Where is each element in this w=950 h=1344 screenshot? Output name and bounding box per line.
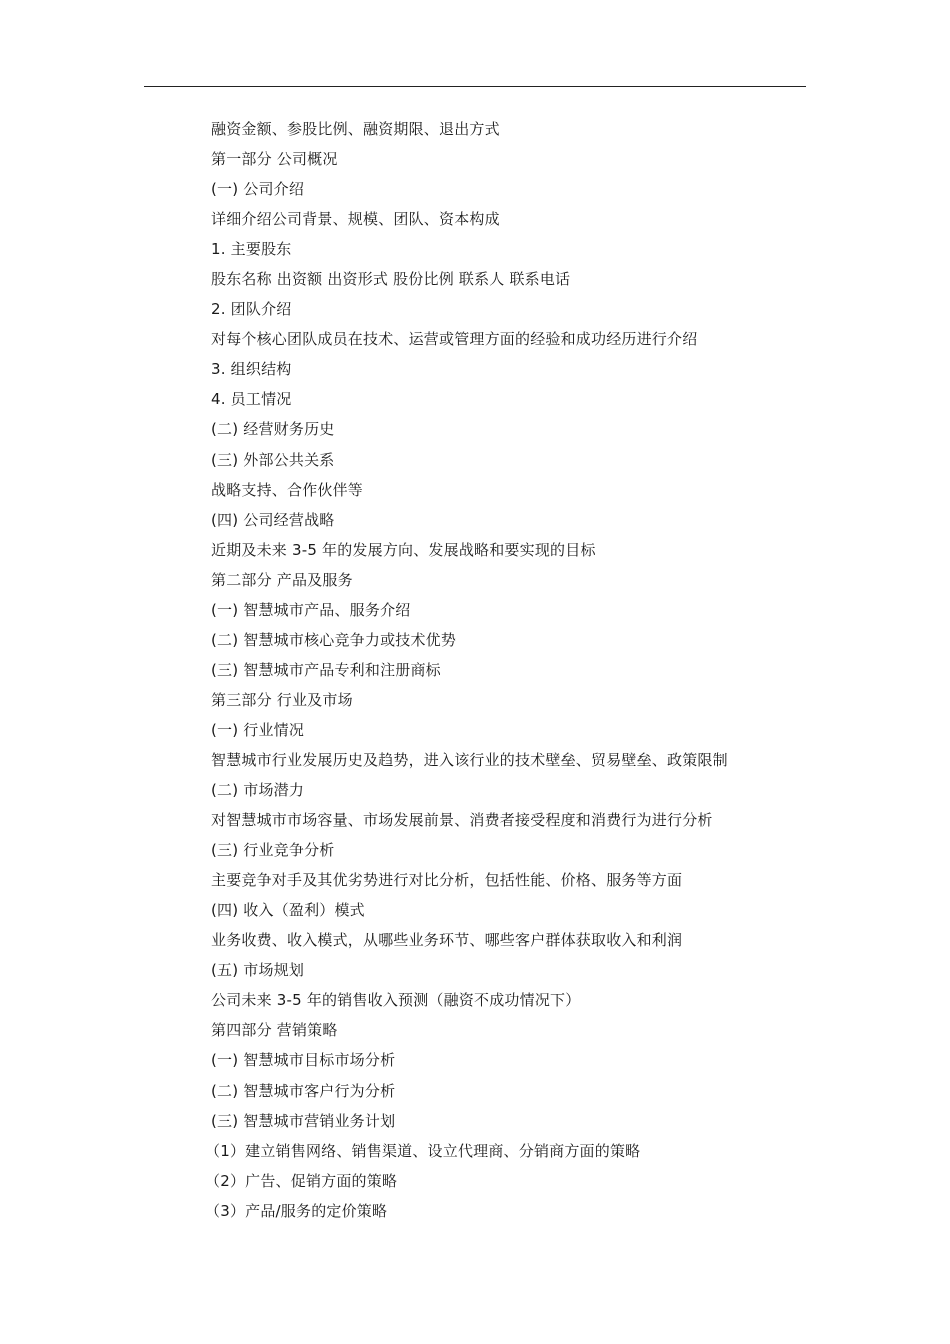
subsection-heading: (一) 行业情况 bbox=[211, 720, 305, 739]
numbered-item: 4. 员工情况 bbox=[211, 390, 292, 409]
subsection-heading: (三) 智慧城市营销业务计划 bbox=[211, 1111, 396, 1130]
subsection-heading: (二) 智慧城市核心竞争力或技术优势 bbox=[211, 630, 457, 649]
section-heading: 第四部分 营销策略 bbox=[211, 1021, 338, 1040]
text-line: 近期及未来 3-5 年的发展方向、发展战略和要实现的目标 bbox=[211, 540, 596, 559]
subsection-heading: (二) 智慧城市客户行为分析 bbox=[211, 1081, 396, 1100]
subsection-heading: (二) 市场潜力 bbox=[211, 781, 305, 800]
text-line: 详细介绍公司背景、规模、团队、资本构成 bbox=[211, 210, 500, 229]
list-item: （2）广告、促销方面的策略 bbox=[205, 1171, 398, 1190]
subsection-heading: (四) 公司经营战略 bbox=[211, 510, 335, 529]
numbered-item: 2. 团队介绍 bbox=[211, 300, 292, 319]
numbered-item: 1. 主要股东 bbox=[211, 240, 292, 259]
header-divider bbox=[144, 86, 806, 87]
subsection-heading: (二) 经营财务历史 bbox=[211, 420, 335, 439]
section-heading: 第三部分 行业及市场 bbox=[211, 690, 353, 709]
list-item: （3）产品/服务的定价策略 bbox=[205, 1201, 388, 1220]
section-heading: 第一部分 公司概况 bbox=[211, 150, 338, 169]
text-line: 对每个核心团队成员在技术、运营或管理方面的经验和成功经历进行介绍 bbox=[211, 330, 698, 349]
text-line: 战略支持、合作伙伴等 bbox=[211, 480, 364, 499]
text-line: 智慧城市行业发展历史及趋势，进入该行业的技术壁垒、贸易壁垒、政策限制 bbox=[211, 750, 728, 769]
subsection-heading: (三) 外部公共关系 bbox=[211, 450, 335, 469]
text-line: 业务收费、收入模式，从哪些业务环节、哪些客户群体获取收入和利润 bbox=[211, 931, 683, 950]
subsection-heading: (四) 收入（盈利）模式 bbox=[211, 901, 365, 920]
subsection-heading: (五) 市场规划 bbox=[211, 961, 305, 980]
subsection-heading: (一) 公司介绍 bbox=[211, 180, 305, 199]
text-line: 对智慧城市市场容量、市场发展前景、消费者接受程度和消费行为进行分析 bbox=[211, 811, 713, 830]
subsection-heading: (一) 智慧城市目标市场分析 bbox=[211, 1051, 396, 1070]
list-item: （1）建立销售网络、销售渠道、设立代理商、分销商方面的策略 bbox=[205, 1141, 641, 1160]
text-line: 主要竞争对手及其优劣势进行对比分析，包括性能、价格、服务等方面 bbox=[211, 871, 683, 890]
text-line: 股东名称 出资额 出资形式 股份比例 联系人 联系电话 bbox=[211, 270, 571, 289]
text-line: 融资金额、参股比例、融资期限、退出方式 bbox=[211, 120, 500, 138]
subsection-heading: (三) 行业竞争分析 bbox=[211, 841, 335, 860]
subsection-heading: (一) 智慧城市产品、服务介绍 bbox=[211, 600, 411, 619]
numbered-item: 3. 组织结构 bbox=[211, 360, 292, 379]
section-heading: 第二部分 产品及服务 bbox=[211, 570, 353, 589]
subsection-heading: (三) 智慧城市产品专利和注册商标 bbox=[211, 660, 441, 679]
text-line: 公司未来 3-5 年的销售收入预测（融资不成功情况下） bbox=[211, 991, 581, 1010]
document-body bbox=[205, 114, 811, 1226]
